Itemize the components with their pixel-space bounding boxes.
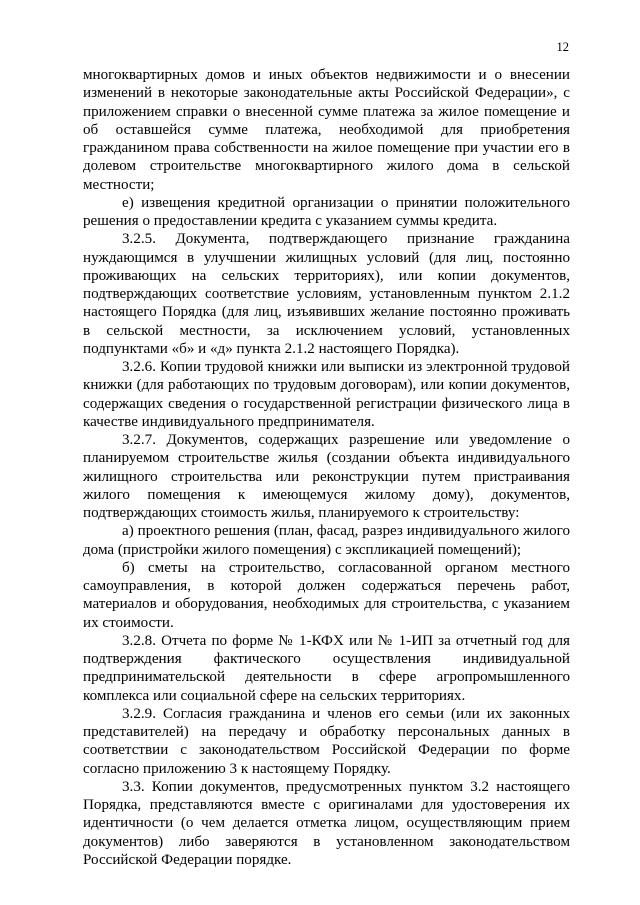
paragraph-3-2-8: 3.2.8. Отчета по форме № 1-КФХ или № 1-ИП за отчетный год для подтверждения фактического осуществления индивидуальной предпринимательской деятельности в сфере агропромышленного комплекса или социальной сфере на сельских территориях. [83,632,570,704]
paragraph-continuation: многоквартирных домов и иных объектов недвижимости и о внесении изменений в некоторые законодательные акты Российской Федерации», с приложением справки о внесенной сумме платежа за жилое помещение и об оставшейся сумме платежа, необходимой для приобретения гражданином права собственности на жилое помещение при участии его в долевом строительстве многоквартирного жилого дома в сельской местности; [83,67,570,193]
page-number: 12 [556,40,569,54]
paragraph-3-3: 3.3. Копии документов, предусмотренных пунктом 3.2 настоящего Порядка, представляются вместе с оригиналами для удостоверения их идентичности (о чем делается отметка лицом, осуществляющим прием документов) либо заверяются в установленном законодательством Российской Федерации порядке. [83,778,570,868]
document-body [83,66,570,869]
paragraph-3-2-6: 3.2.6. Копии трудовой книжки или выписки из электронной трудовой книжки (для работающих по трудовым договорам), или копии документов, содержащих сведения о государственной регистрации физического лица в качестве индивидуального предпринимателя. [83,359,570,430]
paragraph-3-2-9: 3.2.9. Согласия гражданина и членов его семьи (или их законных представителей) на передачу и обработку персональных данных в соответствии с законодательством Российской Федерации по форме согласно приложению 3 к настоящему Порядку. [83,705,570,777]
paragraph-item-e: е) извещения кредитной организации о принятии положительного решения о предоставлении кредита с указанием суммы кредита. [83,194,570,229]
paragraph-3-2-7: 3.2.7. Документов, содержащих разрешение или уведомление о планируемом строительстве жилья (создании объекта индивидуального жилищного строительства или реконструкции путем пристраивания жилого помещения к имеющемуся жилому дому), документов, подтверждающих стоимость жилья, планируемого к строительству: [83,432,570,521]
paragraph-item-a: а) проектного решения (план, фасад, разрез индивидуального жилого дома (пристройки жилого помещения) с экспликацией помещений); [83,523,570,558]
paragraph-3-2-5: 3.2.5. Документа, подтверждающего признание гражданина нуждающимся в улучшении жилищных условий (для лиц, постоянно проживающих на сельских территориях), или копии документов, подтверждающих соответствие условиям, установленным пунктом 2.1.2 настоящего Порядка (для лиц, изъявивших желание постоянно проживать в сельской местности, за исключением условий, установленных подпунктами «б» и «д» пункта 2.1.2 настоящего Порядка). [83,231,570,357]
paragraph-item-b: б) сметы на строительство, согласованной органом местного самоуправления, в которой должен содержаться перечень работ, материалов и оборудования, необходимых для строительства, с указанием их стоимости. [83,559,570,631]
